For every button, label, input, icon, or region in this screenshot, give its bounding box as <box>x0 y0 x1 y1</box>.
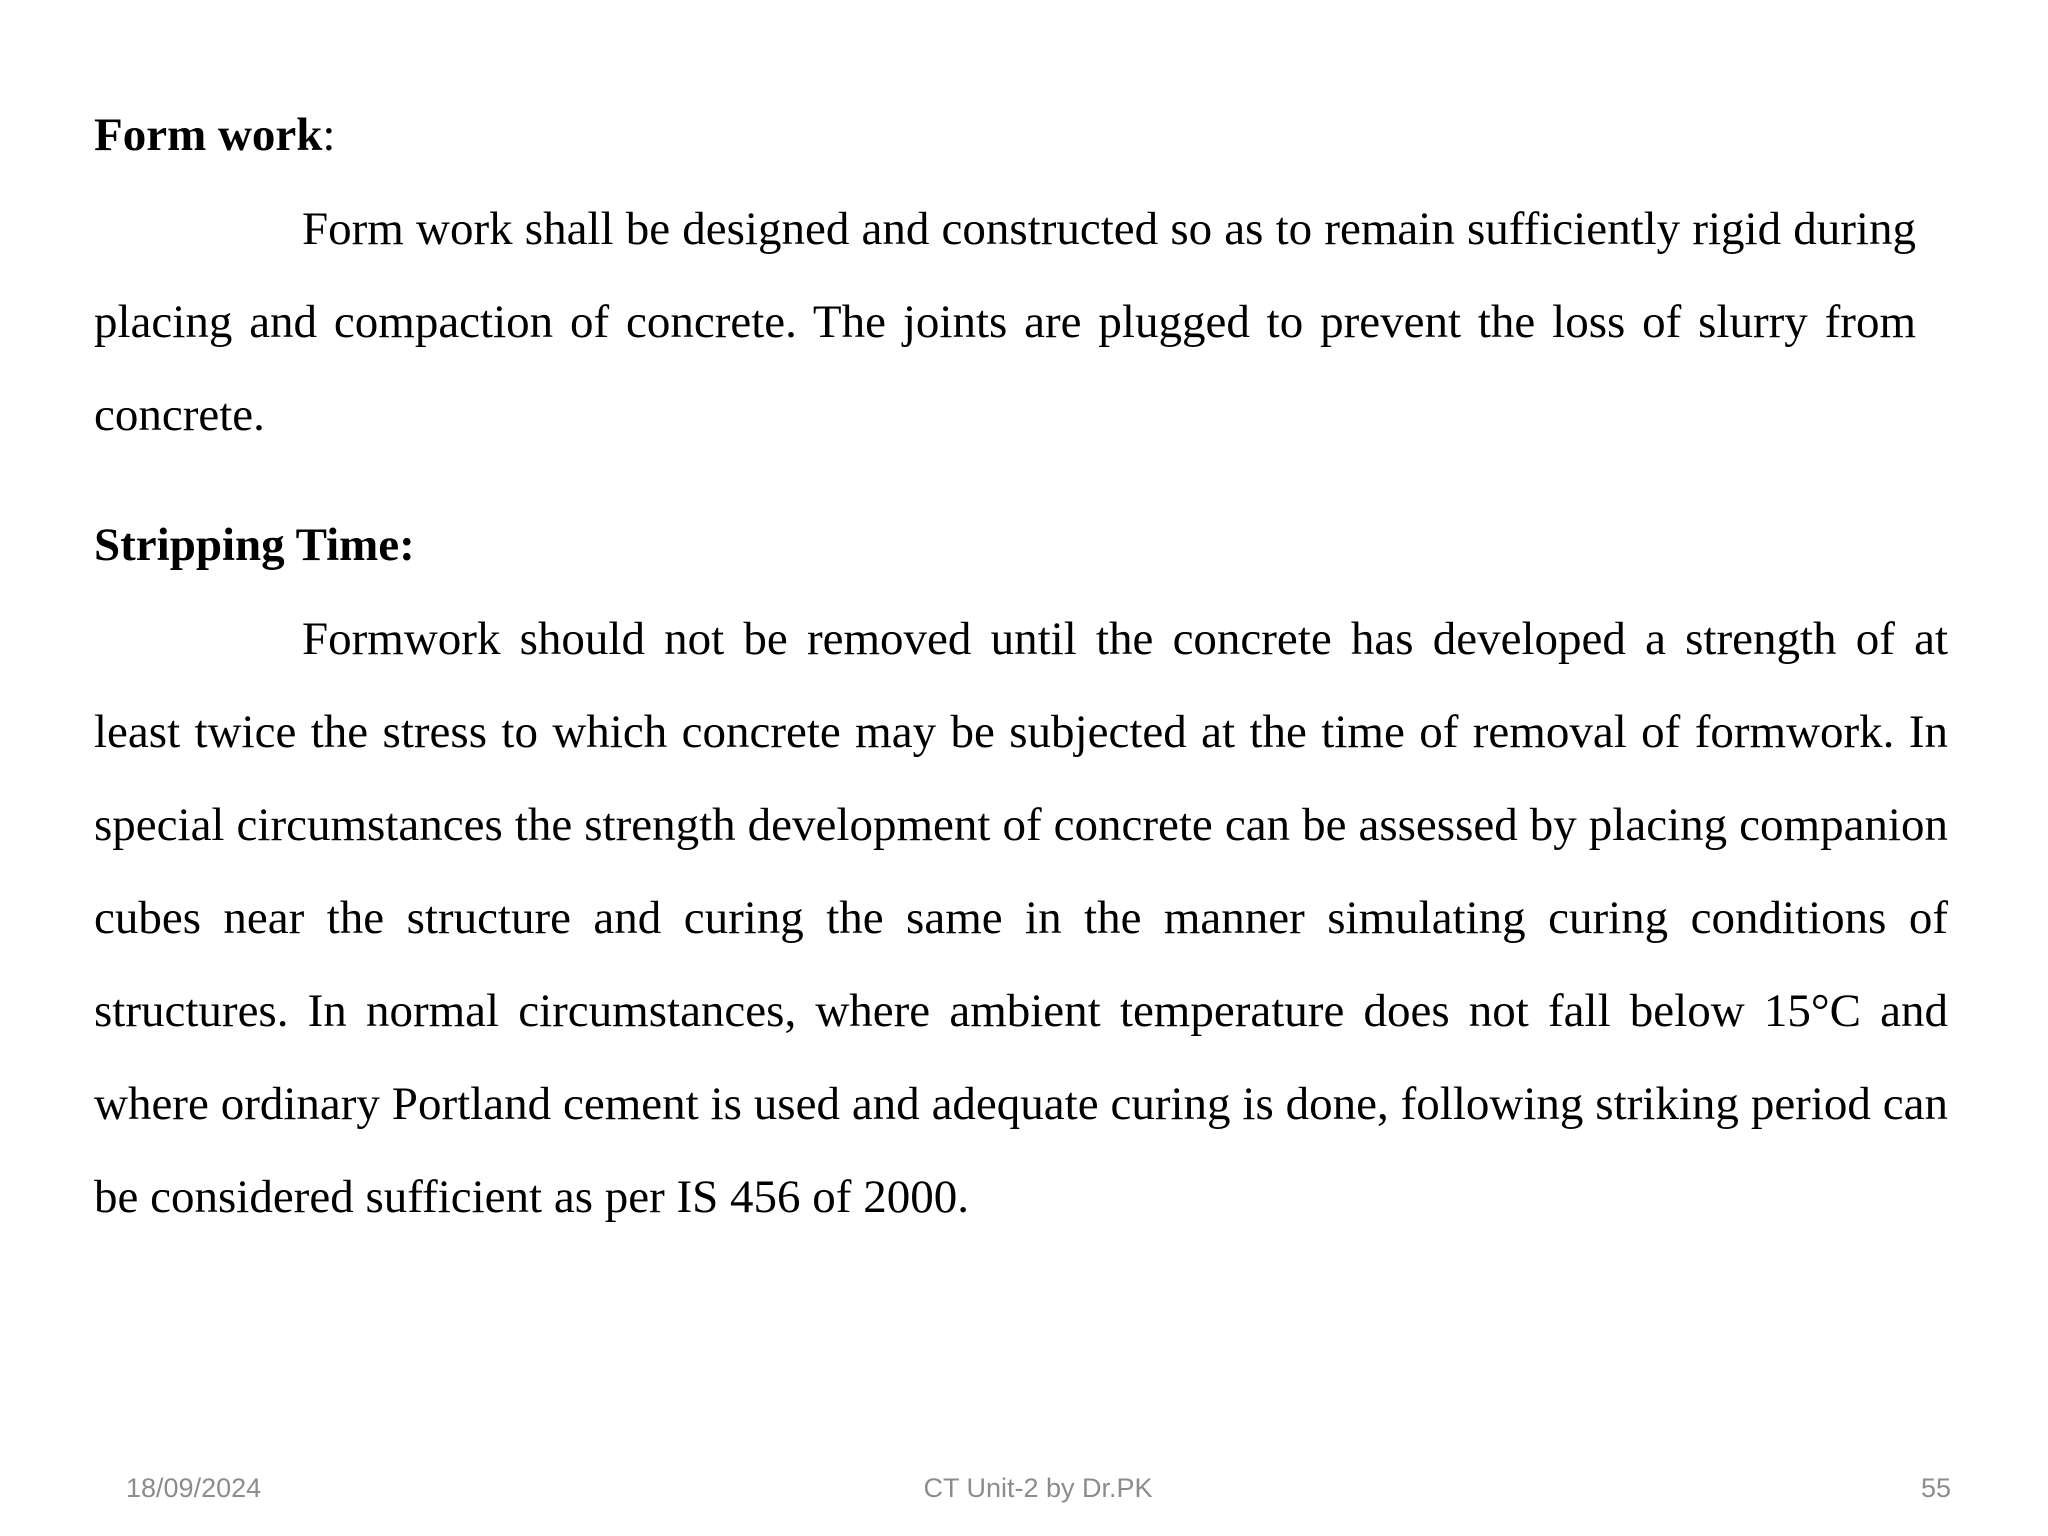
form-work-paragraph: Form work shall be designed and constructed so as to remain sufficiently rigid during placing and compaction of concrete. The joints are plugged to prevent the loss of slurry from concrete. <box>94 203 1916 441</box>
form-work-heading <box>94 105 335 165</box>
stripping-time-heading-text: Stripping Time: <box>94 519 415 571</box>
form-work-heading-text: Form work <box>94 109 323 161</box>
stripping-time-paragraph: Formwork should not be removed until the concrete has developed a strength of at least twice the stress to which concrete may be subjected at the time of removal of formwork. In special circumstances the strength development of concrete can be assessed by placing companion cubes near the structure and curing the same in the manner simulating curing conditions of structures. In normal circumstances, where ambient temperature does not fall below 15°C and where ordinary Portland cement is used and adequate curing is done, following striking period can be considered sufficient as per IS 456 of 2000. <box>94 613 1948 1223</box>
stripping-time-heading <box>94 515 415 575</box>
form-work-heading-colon: : <box>322 109 336 161</box>
footer-page-number: 55 <box>1920 1473 1951 1503</box>
footer-title: CT Unit-2 by Dr.PK <box>923 1473 1153 1503</box>
footer-date: 18/09/2024 <box>126 1473 262 1503</box>
